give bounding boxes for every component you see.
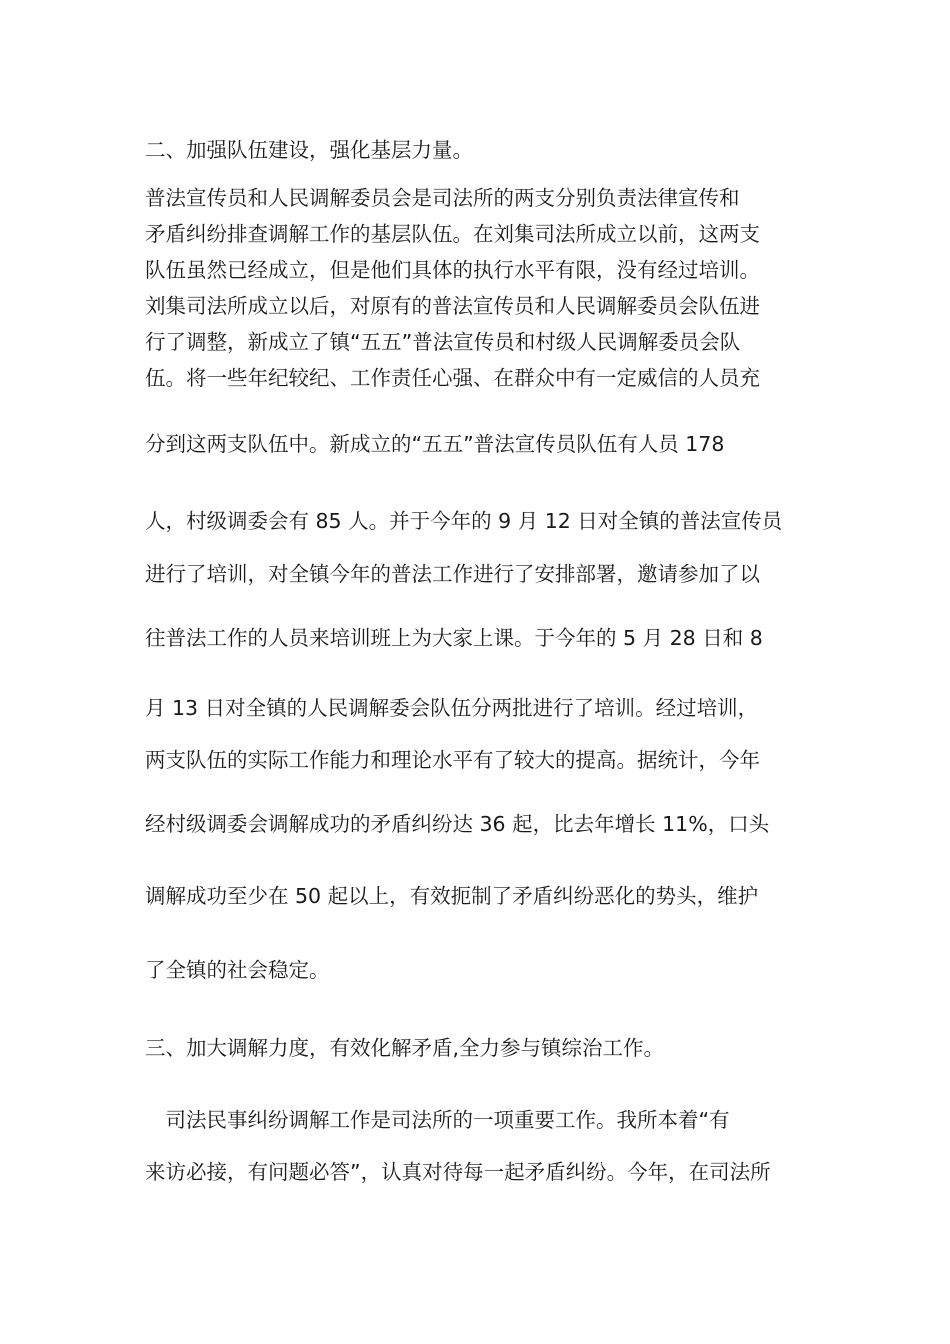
paragraph-line: 普法宣传员和人民调解委员会是司法所的两支分别负责法律宣传和	[145, 186, 740, 210]
section-heading-2: 二、加强队伍建设，强化基层力量。	[145, 138, 473, 162]
paragraph-line: 了全镇的社会稳定。	[145, 958, 330, 982]
paragraph-line: 进行了培训，对全镇今年的普法工作进行了安排部署，邀请参加了以	[145, 562, 760, 586]
section-heading-3: 三、加大调解力度，有效化解矛盾,全力参与镇综治工作。	[145, 1036, 665, 1060]
paragraph-line: 两支队伍的实际工作能力和理论水平有了较大的提高。据统计，今年	[145, 748, 760, 772]
paragraph-line: 调解成功至少在 50 起以上，有效扼制了矛盾纠纷恶化的势头，维护	[145, 884, 759, 908]
paragraph-line: 队伍虽然已经成立，但是他们具体的执行水平有限，没有经过培训。	[145, 258, 760, 282]
paragraph-line: 刘集司法所成立以后，对原有的普法宣传员和人民调解委员会队伍进	[145, 294, 760, 318]
paragraph-line: 月 13 日对全镇的人民调解委会队伍分两批进行了培训。经过培训，	[145, 696, 759, 720]
paragraph-line: 行了调整，新成立了镇“五五”普法宣传员和村级人民调解委员会队	[145, 330, 741, 354]
paragraph-line: 人，村级调委会有 85 人。并于今年的 9 月 12 日对全镇的普法宣传员	[145, 509, 783, 533]
paragraph-line: 经村级调委会调解成功的矛盾纠纷达 36 起，比去年增长 11%，口头	[145, 812, 770, 836]
paragraph-line: 往普法工作的人员来培训班上为大家上课。于今年的 5 月 28 日和 8	[145, 626, 763, 650]
paragraph-line: 分到这两支队伍中。新成立的“五五”普法宣传员队伍有人员 178	[145, 432, 725, 456]
paragraph-line: 来访必接，有问题必答”，认真对待每一起矛盾纠纷。今年，在司法所	[145, 1160, 771, 1184]
paragraph-line: 矛盾纠纷排查调解工作的基层队伍。在刘集司法所成立以前，这两支	[145, 222, 760, 246]
paragraph-line: 司法民事纠纷调解工作是司法所的一项重要工作。我所本着“有	[145, 1108, 730, 1132]
paragraph-line: 伍。将一些年纪较纪、工作责任心强、在群众中有一定威信的人员充	[145, 366, 760, 390]
